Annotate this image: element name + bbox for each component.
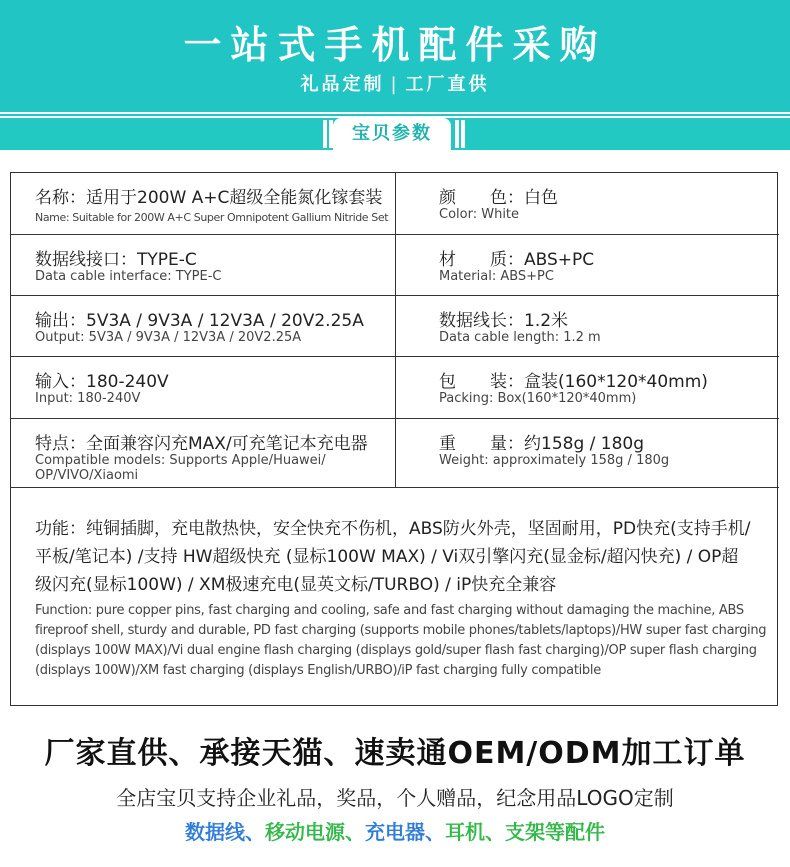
spec-cell bbox=[35, 173, 391, 234]
spec-cell bbox=[35, 357, 391, 418]
spec-color-cn: 颜 色：白色 bbox=[439, 188, 558, 208]
decor-bar bbox=[461, 120, 465, 148]
spec-length-en: Data cable length: 1.2 m bbox=[439, 330, 601, 345]
spec-features-en: Compatible models: Supports Apple/Huawei/ OP/VIVO/Xiaomi bbox=[35, 453, 326, 483]
spec-input-en: Input: 180-240V bbox=[35, 391, 141, 406]
footer-title: 厂家直供、承接天猫、速卖通OEM/ODM加工订单 bbox=[44, 736, 746, 771]
spec-cell bbox=[439, 296, 775, 356]
spec-cell bbox=[439, 419, 775, 487]
spec-cell bbox=[35, 296, 391, 356]
spec-weight-en: Weight: approximately 158g / 180g bbox=[439, 453, 670, 468]
subtitle-separator: | bbox=[390, 74, 400, 95]
category-chargers: 充电器、 bbox=[365, 820, 445, 844]
section-label: 宝贝参数 bbox=[333, 118, 451, 150]
spec-row bbox=[11, 419, 779, 488]
spec-name-en: Name: Suitable for 200W A+C Super Omnipotent Gallium Nitride Set bbox=[35, 211, 389, 224]
spec-name-cn: 名称：适用于200W A+C超级全能氮化镓套装 bbox=[35, 188, 383, 208]
footer-categories bbox=[0, 816, 790, 845]
divider-line bbox=[0, 112, 790, 114]
spec-color-en: Color: White bbox=[439, 207, 520, 222]
function-description-en: Function: pure copper pins, fast charging and cooling, safe and fast charging without damaging the machine, ABS fireproof shell, sturdy and durable, PD fast charging (supports mobile phones/tablets/laptops)/HW super fast charging (displays 100W MAX)/Vi dual engine flash charging (displays gold/super flash fast charging)/OP super flash charging (displays 100W)/XM fast charging (displays English/URBO)/iP fast charging fully compatible bbox=[35, 603, 767, 678]
banner-title: 一站式手机配件采购 bbox=[183, 23, 607, 67]
spec-cell bbox=[439, 235, 775, 295]
spec-packing-en: Packing: Box(160*120*40mm) bbox=[439, 391, 637, 406]
spec-output-en: Output: 5V3A / 9V3A / 12V3A / 20V2.25A bbox=[35, 330, 302, 345]
decor-bar bbox=[323, 120, 327, 148]
spec-length-cn: 数据线长：1.2米 bbox=[439, 311, 569, 331]
header-banner bbox=[0, 0, 790, 150]
banner-subtitle bbox=[0, 70, 790, 96]
spec-weight-cn: 重 量：约158g / 180g bbox=[439, 434, 645, 454]
spec-cell bbox=[35, 235, 391, 295]
footer-subtitle: 全店宝贝支持企业礼品，奖品，个人赠品，纪念用品LOGO定制 bbox=[116, 786, 674, 810]
spec-cell bbox=[35, 419, 391, 487]
decor-bar bbox=[455, 120, 459, 148]
spec-table bbox=[10, 172, 778, 706]
spec-interface-cn: 数据线接口：TYPE-C bbox=[35, 250, 197, 270]
category-stands: 支架等配件 bbox=[505, 820, 605, 844]
spec-row bbox=[11, 296, 779, 357]
spec-output-cn: 输出：5V3A / 9V3A / 12V3A / 20V2.25A bbox=[35, 311, 364, 331]
spec-cell bbox=[439, 357, 775, 418]
category-power-bank: 移动电源、 bbox=[265, 820, 365, 844]
spec-material-cn: 材 质：ABS+PC bbox=[439, 250, 595, 270]
subtitle-factory: 工厂直供 bbox=[405, 74, 490, 95]
spec-interface-en: Data cable interface: TYPE-C bbox=[35, 269, 222, 284]
spec-input-cn: 输入：180-240V bbox=[35, 372, 169, 392]
spec-features-cn: 特点：全面兼容闪充MAX/可充笔记本充电器 bbox=[35, 434, 368, 454]
spec-packing-cn: 包 装：盒装(160*120*40mm) bbox=[439, 372, 708, 392]
spec-row bbox=[11, 357, 779, 419]
subtitle-gift: 礼品定制 bbox=[300, 74, 385, 95]
category-cables: 数据线、 bbox=[185, 820, 265, 844]
spec-row bbox=[11, 173, 779, 235]
spec-row bbox=[11, 235, 779, 296]
spec-cell bbox=[439, 173, 775, 234]
function-description-cn: 功能：纯铜插脚，充电散热快，安全快充不伤机，ABS防火外壳，坚固耐用，PD快充(支持手机/平板/笔记本) /支持 HW超级快充 (显标100W MAX) / Vi双引擎闪充(显金标/超闪快充) / OP超级闪充(显标100W) / XM极速充电(显英文标/TURBO) / iP快充全兼容 bbox=[35, 519, 751, 595]
spec-material-en: Material: ABS+PC bbox=[439, 269, 554, 284]
category-earphones: 耳机、 bbox=[445, 820, 505, 844]
